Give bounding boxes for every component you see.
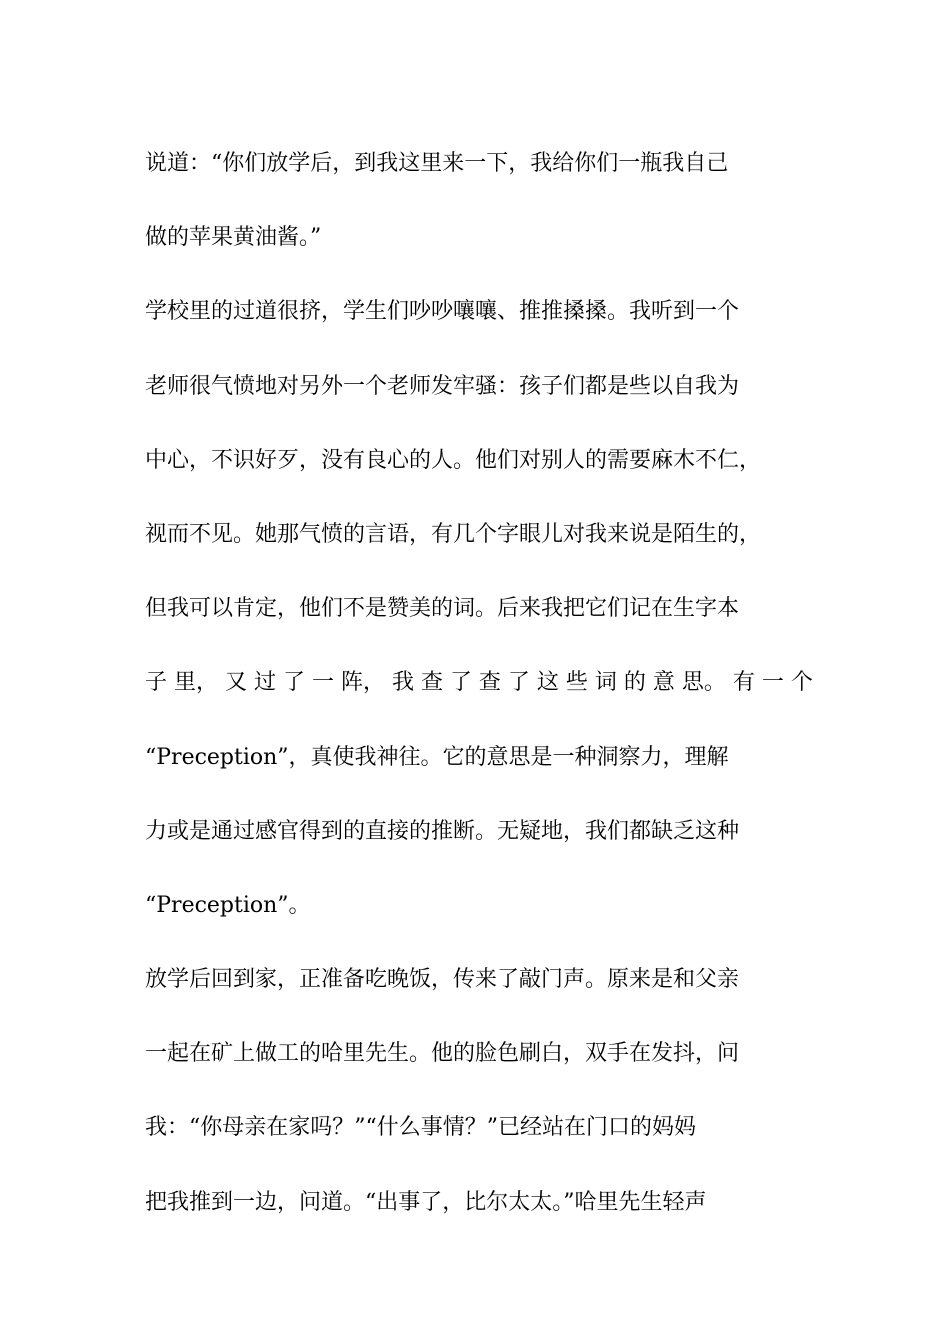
text-line: 把我推到一边，问道。“出事了，比尔太太。”哈里先生轻声 <box>145 1189 707 1215</box>
text-line: 做的苹果黄油酱。” <box>145 225 322 251</box>
text-line: 力或是通过感官得到的直接的推断。无疑地，我们都缺乏这种 <box>145 818 740 844</box>
text-line: 视而不见。她那气愤的言语，有几个字眼儿对我来说是陌生的， <box>145 521 762 547</box>
text-line: “Preception”，真使我神往。它的意思是一种洞察力，理解 <box>145 744 729 770</box>
text-line: 我：“你母亲在家吗？”“什么事情？”已经站在门口的妈妈 <box>145 1115 696 1141</box>
text-line: 说道：“你们放学后，到我这里来一下，我给你们一瓶我自己 <box>145 151 729 176</box>
text-line: “Preception”。 <box>145 892 311 918</box>
text-line: 一起在矿上做工的哈里先生。他的脸色刷白，双手在发抖，问 <box>145 1041 740 1067</box>
text-line: 但我可以肯定，他们不是赞美的词。后来我把它们记在生字本 <box>145 596 740 622</box>
body-text <box>145 127 825 1240</box>
text-line: 中心，不识好歹，没有良心的人。他们对别人的需要麻木不仁， <box>145 447 762 473</box>
text-line: 老师很气愤地对另外一个老师发牢骚：孩子们都是些以自我为 <box>145 373 740 399</box>
text-line: 子 里， 又 过 了 一 阵， 我 查 了 查 了 这 些 词 的 意 思。 有 一 个 <box>145 670 813 696</box>
text-line: 放学后回到家，正准备吃晚饭，传来了敲门声。原来是和父亲 <box>145 967 740 993</box>
text-line: 学校里的过道很挤，学生们吵吵嚷嚷、推推搡搡。我听到一个 <box>145 299 740 325</box>
